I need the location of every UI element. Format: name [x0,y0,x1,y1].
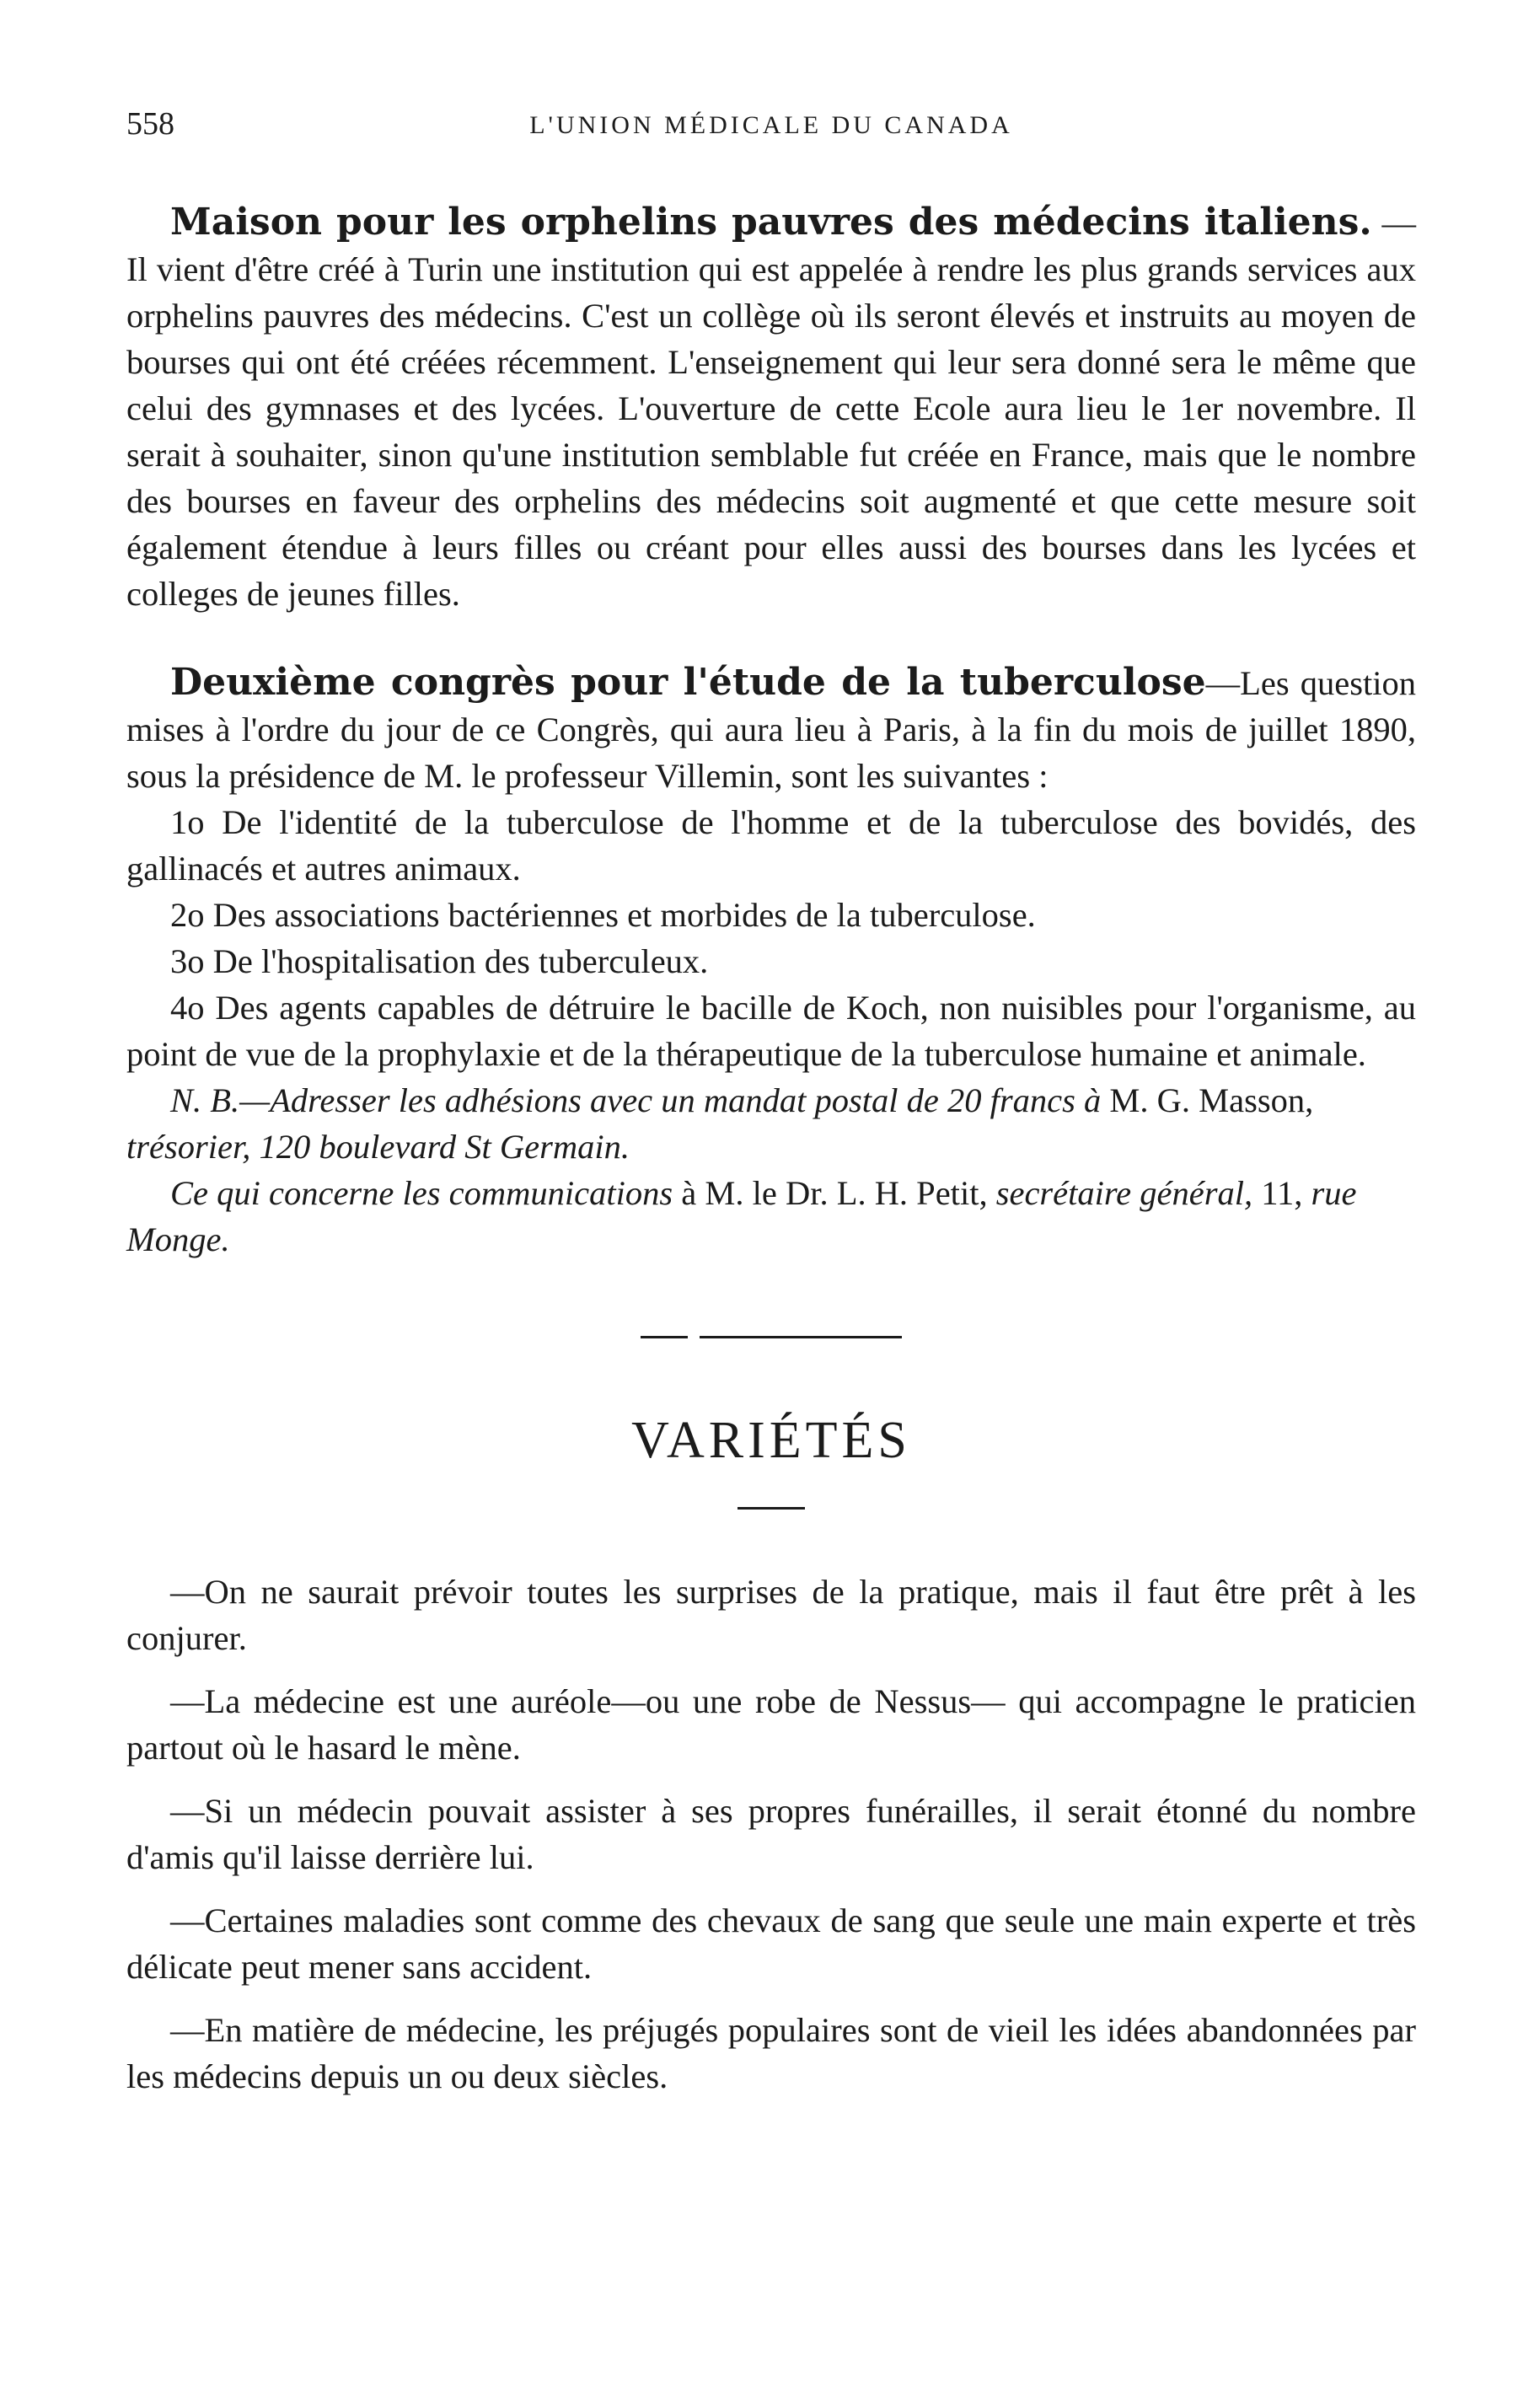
article-tuberculose-intro: —Les question mises à l'ordre du jour de ce Congrès, qui aura lieu à Paris, à la fin du mois de juillet 1890, sous la présidence de M. le professeur Villemin, sont les suivantes : [126,664,1416,795]
treasurer-address: 120 boulevard St Germain. [259,1128,630,1166]
page-number: 558 [126,106,174,142]
article-orphelins-title: Maison pour les orphelins pauvres des médecins italiens. [170,201,1372,244]
secretary-name: à M. le Dr. L. H. Petit, [681,1174,988,1212]
note-communications-lead: Ce qui concerne les communications [170,1174,673,1212]
article-orphelins-body: —Il vient d'être créé à Turin une institution qui est appelée à rendre les plus grands services aux orphelins pauvres des médecins. C'est un collège où ils seront élevés et instruits au moyen de bourses qui ont été créées récemment. L'enseignement qui leur sera donné sera le même que celui des gymnases et des lycées. L'ouverture de cette Ecole aura lieu le 1er novembre. Il serait à souhaiter, sinon qu'une institution semblable fut créée en France, mais que le nombre des bourses en faveur des orphelins des médecins soit augmenté et que cette mesure soit également étendue à leurs filles ou créant pour elles aussi des bourses dans les lycées et colleges de jeunes filles. [126,204,1417,613]
secretary-role: secrétaire général, [995,1174,1253,1212]
journal-page [126,108,1416,2116]
section-title: VARIÉTÉS [631,1412,911,1469]
divider-rule-long [700,1336,902,1338]
list-item: 1o De l'identité de la tuberculose de l'homme et de la tuberculose des bovidés, des gallinacés et autres animaux. [126,803,1416,888]
maxim: —La médecine est une auréole—ou une robe de Nessus— qui accompagne le praticien partout où le hasard le mène. [126,1682,1416,1767]
divider-rule-short [641,1336,688,1338]
treasurer-role: trésorier, [126,1128,251,1166]
note-adhesions-lead: N. B.—Adresser les adhésions avec un mandat postal de 20 francs à [170,1081,1102,1119]
secretary-street: rue Monge. [126,1174,1357,1258]
maxim: —On ne saurait prévoir toutes les surprises de la pratique, mais il faut être prêt à les conjurer. [126,1573,1416,1657]
list-item: 4o Des agents capables de détruire le bacille de Koch, non nuisibles pour l'organisme, au point de vue de la prophylaxie et de la thérapeutique de la tuberculose humaine et animale. [126,989,1416,1073]
congress-questions-list [126,799,1416,1077]
note-adhesions [126,1077,1416,1170]
article-tuberculose [126,659,1416,799]
maxim: —En matière de médecine, les préjugés populaires sont de vieil les idées abandonnées par les médecins depuis un ou deux siècles. [126,2011,1416,2095]
running-head: L'UNION MÉDICALE DU CANADA [529,111,1013,139]
section-divider [126,1335,1416,1340]
maxim: —Certaines maladies sont comme des chevaux de sang que seule une main experte et très délicate peut mener sans accident. [126,1901,1416,1986]
treasurer-name: M. G. Masson, [1109,1081,1314,1119]
page-header [126,108,1416,142]
article-tuberculose-title: Deuxième congrès pour l'étude de la tuberculose [170,661,1206,704]
article-orphelins [126,199,1416,617]
list-item: 3o De l'hospitalisation des tuberculeux. [170,942,709,980]
secretary-number: 11, [1261,1174,1303,1212]
maxims-list [126,1569,1416,2100]
section-title-rule [738,1507,805,1510]
list-item: 2o Des associations bactériennes et morbides de la tuberculose. [170,896,1036,934]
note-communications [126,1170,1416,1263]
maxim: —Si un médecin pouvait assister à ses propres funérailles, il serait étonné du nombre d'amis qu'il laisse derrière lui. [126,1792,1416,1876]
